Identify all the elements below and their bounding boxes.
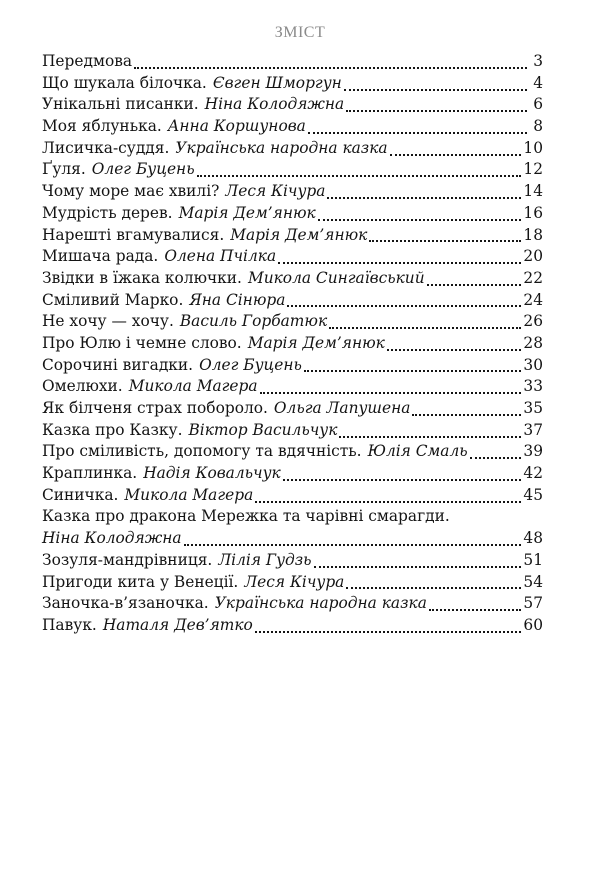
leader-dots [283, 479, 522, 481]
entry-author: Олег Буцень [199, 355, 302, 374]
leader-dots [134, 67, 527, 69]
entry-page: 12 [523, 160, 543, 179]
entry-author: Микола Магера [124, 485, 254, 504]
entry-author: Марія Дем’янюк [178, 203, 316, 222]
toc-entry[interactable] [42, 441, 543, 463]
entry-page: 10 [523, 138, 543, 157]
entry-page: 48 [523, 529, 543, 548]
entry-page: 45 [523, 485, 543, 504]
entry-page: 24 [523, 290, 543, 309]
toc-entry[interactable] [42, 463, 543, 485]
leader-dots [339, 436, 521, 438]
leader-dots [304, 370, 522, 372]
toc-entry[interactable] [42, 572, 543, 594]
toc-entry[interactable] [42, 181, 543, 203]
leader-dots [369, 240, 521, 242]
leader-dots [429, 609, 522, 611]
entry-page: 33 [523, 377, 543, 396]
toc-entry[interactable] [42, 225, 543, 247]
entry-title: Що шукала білочка. [42, 73, 207, 92]
toc-entry[interactable] [42, 94, 543, 116]
toc-entry[interactable] [42, 73, 543, 95]
entry-page: 54 [523, 572, 543, 591]
contents-heading: ЗМІСТ [274, 24, 326, 41]
toc-entry[interactable] [42, 159, 543, 181]
leader-dots [344, 89, 527, 91]
entry-author: Олег Буцень [91, 160, 195, 179]
toc-entry[interactable] [42, 593, 543, 615]
entry-title: Не хочу — хочу. [42, 312, 174, 331]
entry-page: 6 [533, 95, 543, 114]
toc-entry[interactable] [42, 203, 543, 225]
toc-entry[interactable] [42, 290, 543, 312]
entry-author: Анна Коршунова [167, 117, 306, 136]
entry-title: Лисичка-суддя. [42, 138, 170, 157]
entry-page: 57 [523, 594, 543, 613]
entry-title: Чому море має хвилі? [42, 182, 220, 201]
entry-page: 60 [523, 615, 543, 634]
toc-entry[interactable] [42, 51, 543, 73]
entry-author: Микола Сингаївський [247, 268, 425, 287]
entry-author: Леся Кічура [244, 572, 345, 591]
leader-dots [314, 566, 522, 568]
leader-dots [387, 349, 522, 351]
toc-entry[interactable] [42, 246, 543, 268]
entry-author: Леся Кічура [225, 182, 326, 201]
entry-title: Мудрість дерев. [42, 203, 173, 222]
leader-dots [278, 262, 521, 264]
leader-dots [287, 305, 521, 307]
entry-page: 30 [523, 355, 543, 374]
toc-entry[interactable] [42, 485, 543, 507]
leader-dots [318, 219, 522, 221]
entry-page: 18 [523, 225, 543, 244]
entry-title: Як білченя страх побороло. [42, 399, 268, 417]
toc-entry[interactable] [42, 138, 543, 160]
leader-dots [470, 457, 522, 459]
toc-entry[interactable] [42, 376, 543, 398]
entry-page: 37 [523, 420, 543, 439]
entry-title: Синичка. [42, 485, 119, 504]
toc-entry[interactable] [42, 506, 543, 549]
entry-title: Про Юлю і чемне слово. [42, 333, 242, 352]
entry-page: 28 [523, 333, 543, 352]
entry-title: Омелюхи. [42, 377, 123, 396]
entry-page: 16 [523, 203, 543, 222]
entry-author: Ольга Лапушена [273, 399, 411, 417]
entry-author: Українська народна казка [214, 594, 427, 613]
entry-author: Василь Горбатюк [179, 312, 328, 331]
entry-title: Казка про Казку. [42, 420, 183, 439]
entry-title: Про сміливість, допомогу та вдячність. [42, 442, 362, 461]
entry-title: Сорочині вигадки. [42, 355, 194, 374]
toc-entry[interactable] [42, 355, 543, 377]
entry-title: Павук. [42, 615, 97, 634]
leader-dots [255, 501, 521, 503]
entry-author: Юлія Смаль [367, 442, 468, 461]
leader-dots [197, 175, 522, 177]
entry-page: 8 [533, 117, 543, 136]
entry-page: 42 [523, 464, 543, 483]
entry-author: Наталя Дев’ятко [102, 615, 253, 634]
entry-page: 26 [523, 312, 543, 331]
leader-dots [329, 327, 521, 329]
entry-title: Краплинка. [42, 464, 138, 483]
entry-author: Микола Магера [128, 377, 258, 396]
entry-author: Українська народна казка [175, 138, 388, 157]
entry-title: Нарешті вгамувалися. [42, 225, 225, 244]
toc-entry[interactable] [42, 420, 543, 442]
leader-dots [346, 587, 521, 589]
entry-title: Моя яблунька. [42, 117, 162, 136]
entry-title: Передмова [42, 52, 133, 70]
entry-title: Сміливий Марко. [42, 290, 184, 309]
entry-page: 35 [523, 399, 543, 417]
toc-entry[interactable] [42, 333, 543, 355]
toc-entry[interactable] [42, 116, 543, 138]
entry-author: Ніна Колодяжна [42, 529, 182, 548]
entry-title: Мишача рада. [42, 247, 159, 266]
toc-entry[interactable] [42, 398, 543, 420]
entry-author: Марія Дем’янюк [247, 333, 385, 352]
entry-title: Звідки в їжака колючки. [42, 268, 242, 287]
leader-dots [412, 414, 521, 416]
entry-author: Ніна Колодяжна [204, 95, 345, 114]
entry-page: 22 [523, 268, 543, 287]
toc-entry[interactable] [42, 311, 543, 333]
entry-page: 3 [533, 52, 543, 70]
leader-dots [427, 284, 522, 286]
leader-dots [327, 197, 521, 199]
entry-title: Зозуля-мандрівниця. [42, 550, 213, 569]
entry-title: Казка про дракона Мережка та чарівні смарагди. [42, 507, 450, 526]
toc-entry[interactable] [42, 550, 543, 572]
entry-page: 4 [533, 73, 543, 92]
entry-author: Віктор Васильчук [188, 420, 338, 439]
entry-title: Унікальні писанки. [42, 95, 199, 114]
entry-author: Надія Ковальчук [143, 464, 281, 483]
entry-author: Євген Шморгун [212, 73, 342, 92]
toc-entry[interactable] [42, 268, 543, 290]
entry-author: Марія Дем’янюк [230, 225, 368, 244]
entry-author: Олена Пчілка [164, 247, 277, 266]
entry-page: 51 [523, 550, 543, 569]
table-of-contents [42, 51, 543, 637]
entry-title: Заночка-в’язаночка. [42, 594, 209, 613]
entry-page: 39 [523, 442, 543, 461]
leader-dots [308, 132, 527, 134]
leader-dots [255, 631, 522, 633]
entry-title: Ґуля. [42, 160, 86, 179]
entry-page: 20 [523, 247, 543, 266]
entry-author: Лілія Гудзь [218, 550, 312, 569]
entry-title: Пригоди кита у Венеції. [42, 572, 239, 591]
leader-dots [184, 544, 522, 546]
toc-entry[interactable] [42, 615, 543, 637]
leader-dots [390, 154, 522, 156]
entry-page: 14 [523, 182, 543, 201]
entry-author: Яна Сінюра [189, 290, 286, 309]
leader-dots [260, 392, 522, 394]
leader-dots [346, 110, 527, 112]
